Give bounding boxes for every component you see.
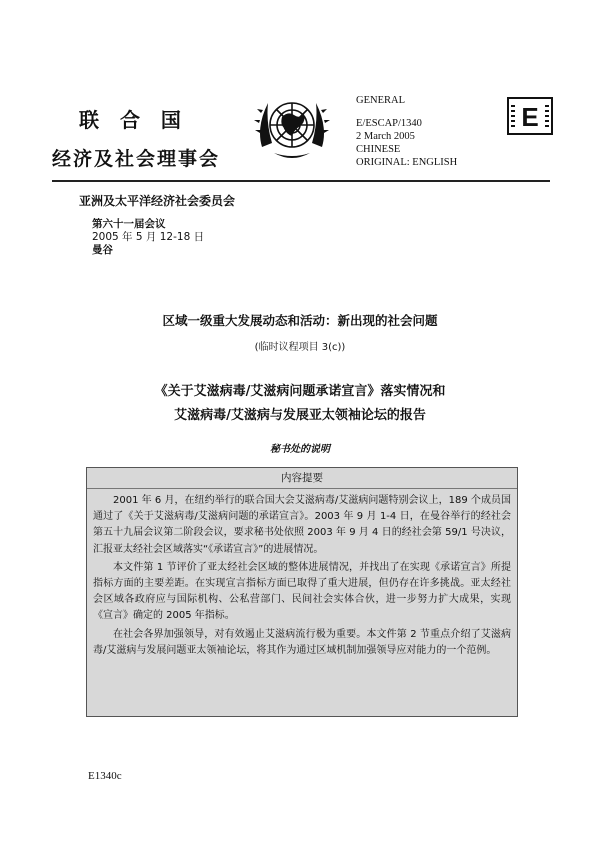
- report-title-line-2: 艾滋病毒/艾滋病与发展亚太领袖论坛的报告: [174, 408, 426, 423]
- session-name: 第六十一届会议: [92, 218, 166, 230]
- summary-body: [87, 489, 517, 659]
- agenda-title: 区域一级重大发展动态和活动：新出现的社会问题: [162, 313, 438, 328]
- session-dates: 2005 年 5 月 12-18 日: [92, 231, 205, 243]
- original-language: ORIGINAL: ENGLISH: [356, 157, 458, 168]
- session-info: [92, 218, 204, 257]
- e-series-logo: [507, 97, 553, 135]
- header-divider: [52, 180, 550, 182]
- commission-name: 亚洲及太平洋经济社会委员会: [79, 194, 236, 208]
- document-date: 2 March 2005: [356, 131, 415, 142]
- summary-paragraph: 在社会各界加强领导，对有效遏止艾滋病流行极为重要。本文件第 2 节重点介绍了艾滋病毒/艾滋病与发展问题亚太领袖论坛，将其作为通过区域机制加强领导应对能力的一个范例。: [93, 628, 511, 656]
- report-title-line-1: 《关于艾滋病毒/艾滋病问题承诺宣言》落实情况和: [154, 384, 446, 399]
- document-metadata: [356, 94, 457, 169]
- document-symbol: E/ESCAP/1340: [356, 118, 422, 129]
- distribution-label: GENERAL: [356, 95, 405, 106]
- summary-heading: 内容提要: [87, 468, 517, 489]
- summary-box: [86, 467, 518, 717]
- secretariat-note: 秘书处的说明: [270, 444, 330, 455]
- organization-title: 联 合 国: [79, 108, 188, 132]
- un-emblem-icon: [252, 87, 332, 167]
- council-title: 经济及社会理事会: [52, 148, 221, 170]
- summary-paragraph: 2001 年 6 月，在纽约举行的联合国大会艾滋病毒/艾滋病问题特别会议上，189 个成员国通过了《关于艾滋病毒/艾滋病问题的承诺宣言》。2003 年 9 月 1-4 日，在曼谷举行的经社会第五十九届会议第二阶段会议，要求秘书处依照 2003 年 9 月 4 日的经社会第 59/1 号决议，汇报亚太经社会区域落实“《承诺宣言》”的进展情况。: [93, 495, 511, 555]
- e-logo-letter: E: [521, 102, 539, 132]
- document-language: CHINESE: [356, 144, 401, 155]
- report-title: [0, 380, 600, 428]
- agenda-item: (临时议程项目 3(c)): [254, 342, 346, 353]
- document-code: E1340c: [88, 770, 122, 782]
- summary-paragraph: 本文件第 1 节评价了亚太经社会区域的整体进展情况，并找出了在实现《承诺宣言》所提指标方面的主要差距。在实现宣言指标方面已取得了重大进展，但仍存在许多挑战。亚太经社会区域各政府应与国际机构、公私营部门、民间社会实体合伙，进一步努力扩大成果，实现《宣言》确定的 2005 年指标。: [93, 561, 511, 622]
- session-place: 曼谷: [92, 244, 113, 256]
